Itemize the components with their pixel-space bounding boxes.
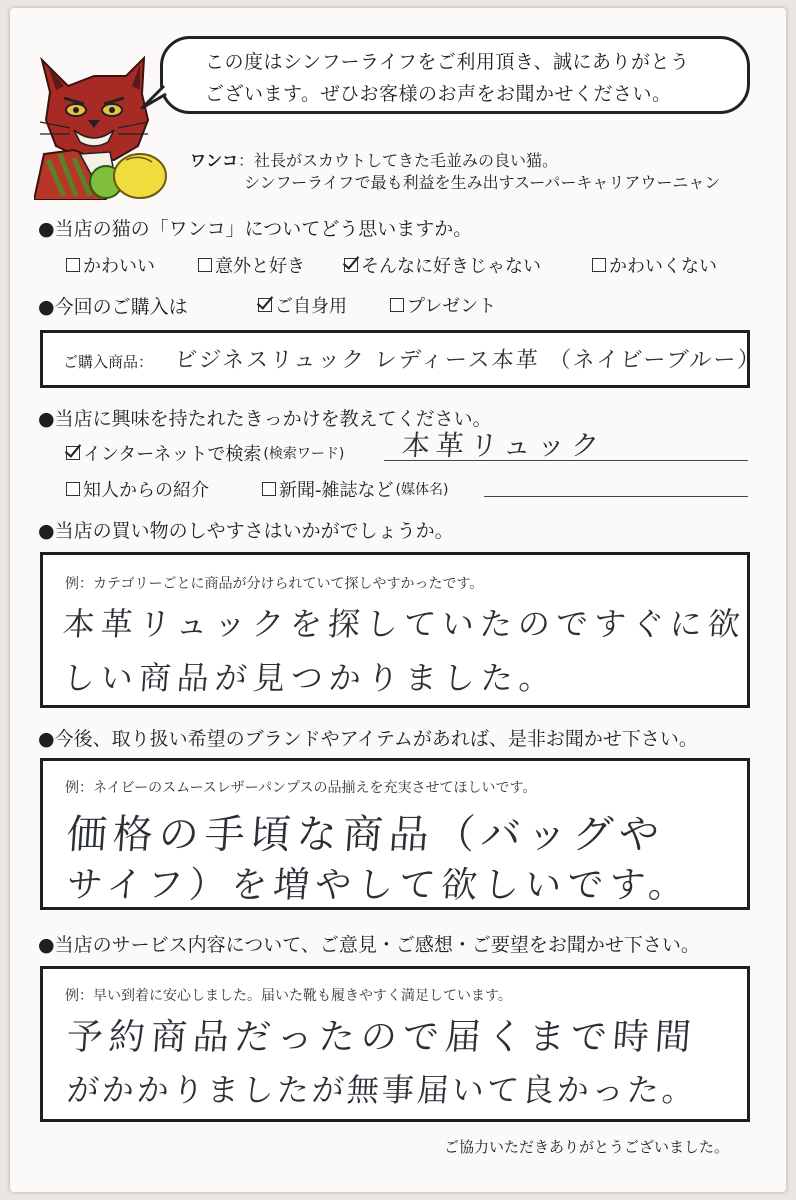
- search-word-value[interactable]: 本革リュック: [400, 429, 607, 462]
- checkbox-icon[interactable]: [390, 298, 404, 312]
- q2-question: ●今回のご購入は: [38, 296, 188, 318]
- product-label: ご購入商品：: [63, 353, 154, 371]
- q2-option-present[interactable]: プレゼント: [390, 292, 496, 318]
- q5-answer-line-1: 価格の手頃な商品（バッグや: [65, 812, 667, 858]
- q1-option-igai[interactable]: 意外と好き: [198, 252, 305, 278]
- checkbox-icon[interactable]: [198, 258, 212, 272]
- checked-checkbox-icon[interactable]: [258, 298, 272, 312]
- q2-option-self[interactable]: ご自身用: [258, 292, 347, 318]
- q4-answer-box[interactable]: [40, 552, 750, 708]
- cat-mascot-icon: [34, 50, 174, 200]
- checked-checkbox-icon[interactable]: [344, 258, 358, 272]
- q5-example: 例：ネイビーのスムースレザーパンプスの品揃えを充実させてほしいです。: [65, 780, 537, 796]
- q3-question: ●当店に興味を持たれたきっかけを教えてください。: [38, 408, 492, 430]
- checkbox-icon[interactable]: [66, 258, 80, 272]
- q6-answer-line-1: 予約商品だったので届くまで時間: [65, 1017, 699, 1058]
- bubble-line-1: この度はシンフーライフをご利用頂き、誠にありがとう: [205, 51, 690, 73]
- q6-answer-box[interactable]: [40, 966, 750, 1122]
- q1-option-kawaii[interactable]: かわいい: [66, 252, 155, 278]
- intro-line-2: シンフーライフで最も利益を生み出すスーパーキャリアウーニャン: [244, 173, 721, 192]
- q5-question: ●今後、取り扱い希望のブランドやアイテムがあれば、是非お聞かせ下さい。: [38, 728, 698, 750]
- speech-bubble: [160, 36, 750, 114]
- q3-option-media[interactable]: 新聞-雑誌など (媒体名): [262, 476, 448, 502]
- q3-option-friend[interactable]: 知人からの紹介: [66, 476, 209, 502]
- media-name-line: [484, 496, 748, 497]
- bubble-tail-icon: [140, 84, 170, 110]
- q6-question: ●当店のサービス内容について、ご意見・ご感想・ご要望をお聞かせ下さい。: [38, 934, 700, 956]
- bubble-line-2: ございます。ぜひお客様のお声をお聞かせください。: [205, 83, 672, 105]
- q4-answer-line-2: しい商品が見つかりました。: [61, 659, 559, 697]
- checkbox-icon[interactable]: [66, 482, 80, 496]
- q1-option-sonnani[interactable]: そんなに好きじゃない: [344, 252, 541, 278]
- footer-thanks: ご協力いただきありがとうございました。: [444, 1138, 730, 1156]
- q3-option-internet[interactable]: インターネットで検索 (検索ワード): [66, 440, 344, 466]
- q5-answer-box[interactable]: [40, 758, 750, 910]
- q6-example: 例：早い到着に安心しました。届いた靴も履きやすく満足しています。: [65, 988, 512, 1004]
- q4-example: 例：カテゴリーごとに商品が分けられていて探しやすかったです。: [65, 576, 484, 592]
- q4-answer-line-1: 本革リュックを探していたのですぐに欲: [61, 605, 748, 643]
- q6-answer-line-2: がかかりましたが無事届いて良かった。: [65, 1071, 699, 1109]
- checked-checkbox-icon[interactable]: [66, 446, 80, 460]
- checkbox-icon[interactable]: [262, 482, 276, 496]
- q4-question: ●当店の買い物のしやすさはいかがでしょうか。: [38, 520, 454, 542]
- q1-question: ●当店の猫の「ワンコ」についてどう思いますか。: [38, 218, 473, 240]
- checkbox-icon[interactable]: [592, 258, 606, 272]
- product-value: ビジネスリュック レディース本革 （ネイビーブルー）: [173, 348, 763, 373]
- intro-label: ワンコ: [190, 151, 239, 170]
- q1-option-kawaikunai[interactable]: かわいくない: [592, 252, 717, 278]
- product-box[interactable]: [40, 330, 763, 388]
- q5-answer-line-2: サイフ）を増やして欲しいです。: [65, 865, 692, 906]
- intro-line-1: ワンコ：社長がスカウトしてきた毛並みの良い猫。: [190, 151, 559, 170]
